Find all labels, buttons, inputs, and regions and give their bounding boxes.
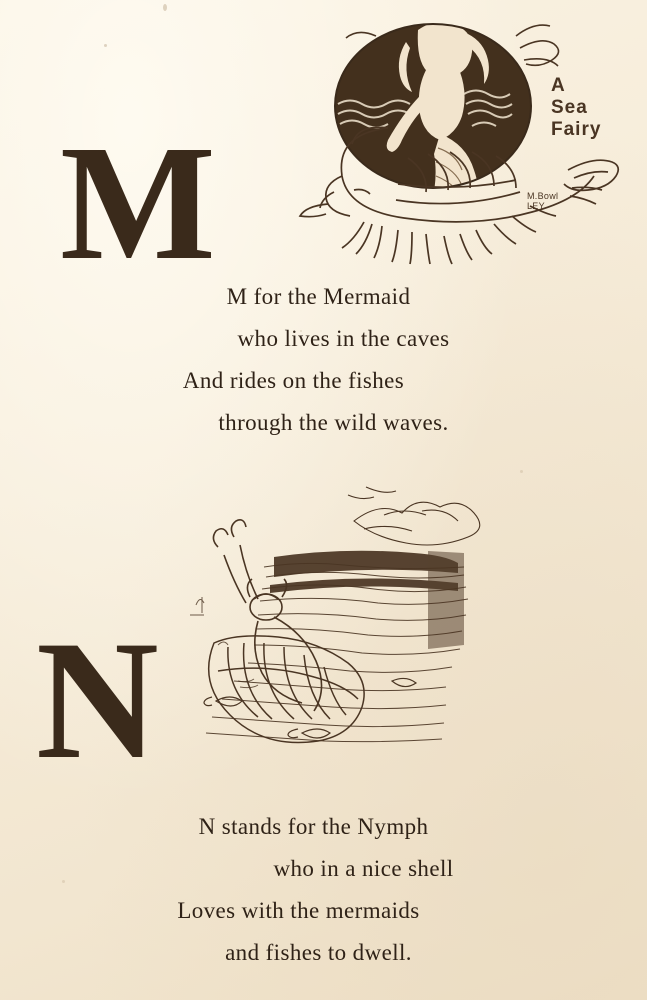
caption-line-3: Fairy	[551, 118, 602, 140]
signature-line-1: M.Bowl	[527, 191, 559, 201]
verse-n	[0, 806, 647, 973]
verse-m-line-4: through the wild waves.	[218, 409, 449, 435]
verse-n-line-3: Loves with the mermaids	[177, 897, 420, 923]
caption-line-2: Sea	[551, 96, 588, 118]
signature-line-2: LEY	[527, 200, 545, 211]
verse-n-line-1: N stands for the Nymph	[198, 814, 429, 839]
mermaid-riding-fish-illustration	[268, 8, 628, 278]
drop-cap-letter-m: M	[60, 111, 216, 294]
verse-m-line-1: M for the Mermaid	[226, 284, 411, 309]
verse-m	[0, 276, 647, 443]
artist-signature	[527, 192, 558, 212]
drop-cap-letter-n: N	[36, 606, 159, 794]
paper-speck	[520, 470, 523, 473]
illustration-caption-a-sea-fairy	[551, 75, 601, 141]
section-letter-m	[0, 0, 647, 470]
verse-n-line-2: who in a nice shell	[273, 855, 454, 881]
verse-m-line-3: And rides on the fishes	[182, 367, 405, 393]
nymph-in-shell-at-sea-illustration	[178, 485, 498, 760]
caption-line-1: A	[551, 75, 566, 96]
verse-n-line-4: and fishes to dwell.	[225, 939, 412, 965]
verse-m-line-2: who lives in the caves	[237, 325, 450, 351]
